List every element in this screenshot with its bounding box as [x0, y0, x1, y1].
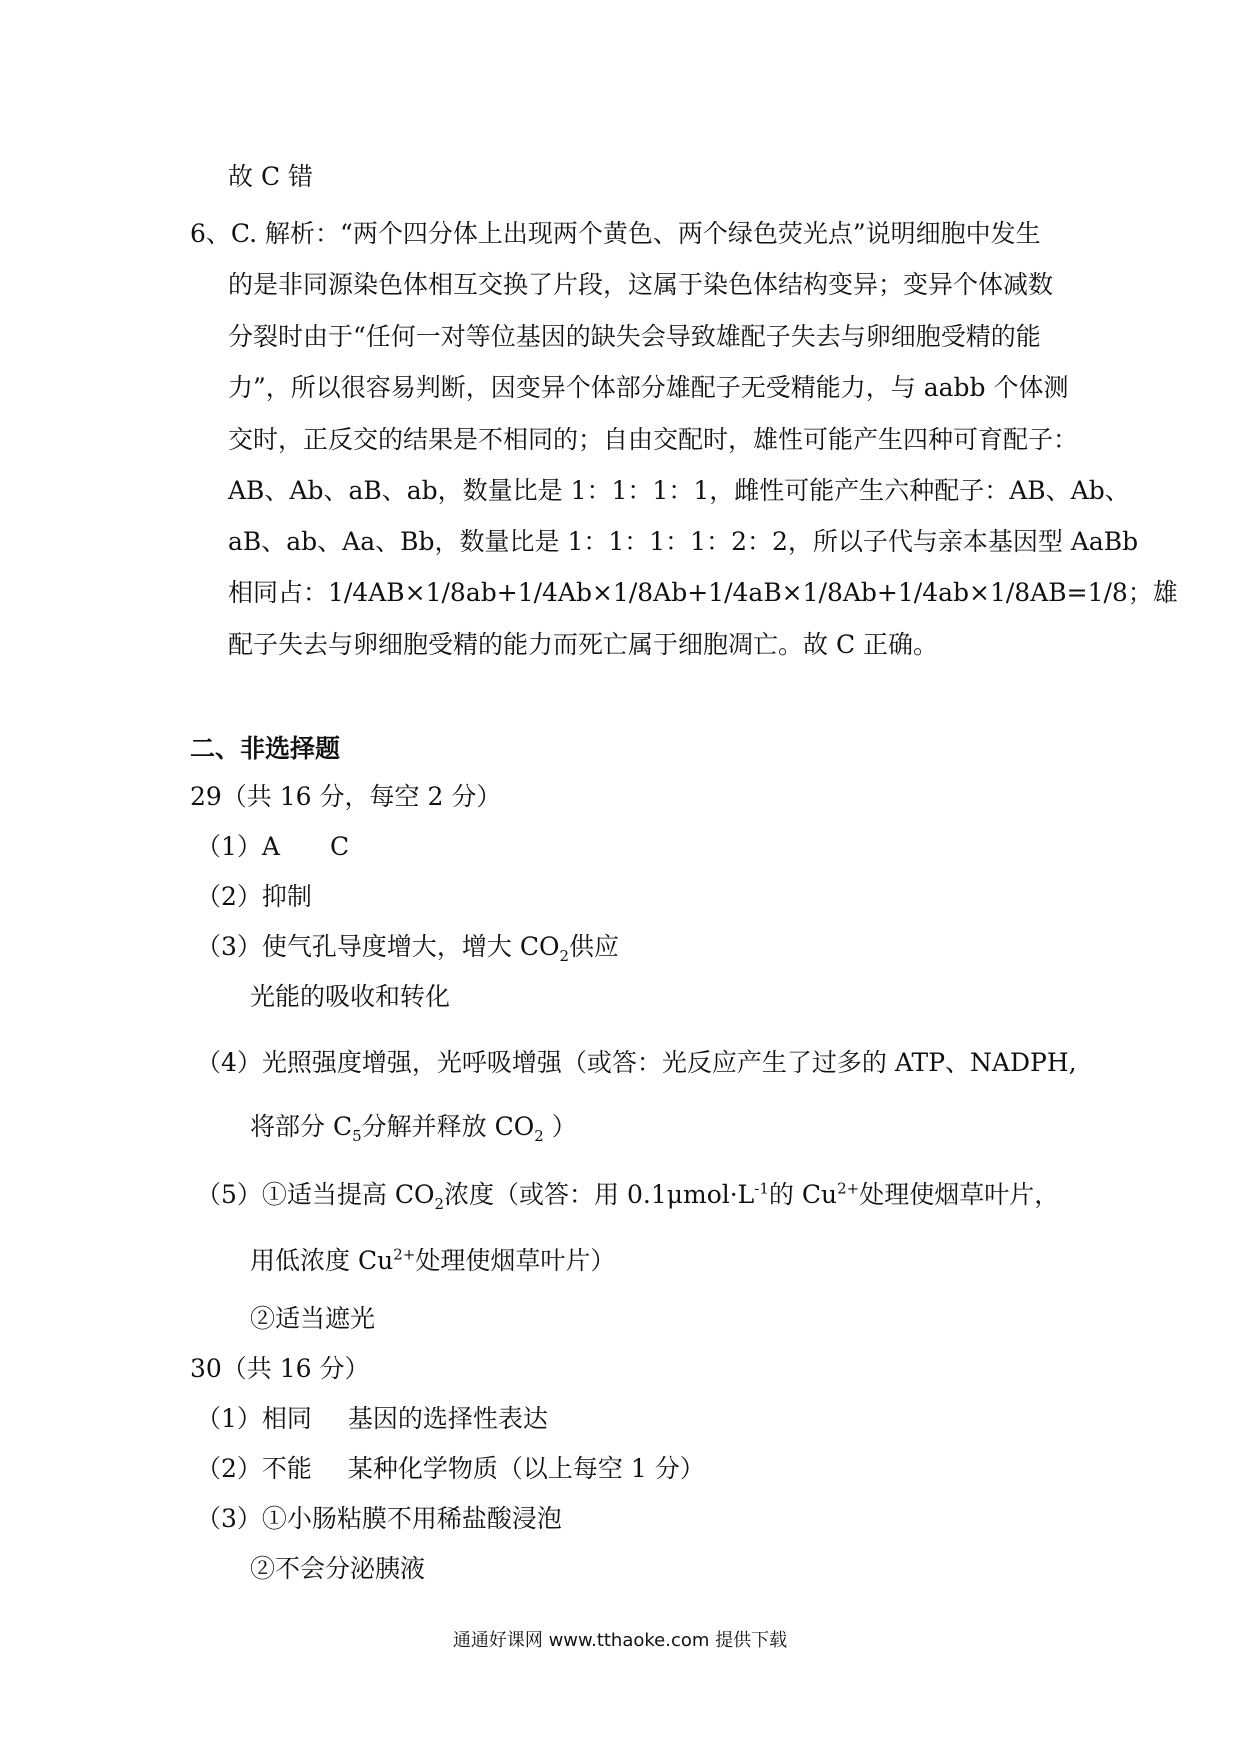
subscript: 2 [434, 1195, 445, 1213]
q30-answer-3-line2: ②不会分泌胰液 [250, 1554, 426, 1583]
answer-label: （1） [196, 832, 262, 861]
q29-answer-5-line3: ②适当遮光 [250, 1304, 376, 1333]
answer-text: 处理使烟草叶片） [415, 1246, 616, 1275]
answer-part: A [261, 832, 280, 861]
q6-line: 交时，正反交的结果是不相同的；自由交配时，雄性可能产生四种可育配子： [228, 425, 1079, 454]
superscript: -1 [754, 1179, 769, 1198]
q29-header: 29（共 16 分，每空 2 分） [190, 782, 502, 811]
superscript: 2+ [393, 1245, 416, 1264]
q29-answer-2: （2）抑制 [196, 882, 312, 911]
q29-answer-3 [196, 932, 620, 965]
answer-part: 基因的选择性表达 [347, 1404, 548, 1433]
answer-text: （3）使气孔导度增大，增大 CO [196, 932, 560, 961]
section-title: 二、非选择题 [190, 734, 341, 763]
answer-part: （1）相同 [196, 1404, 312, 1433]
q6-line: AB、Ab、aB、ab，数量比是 1：1：1：1，雌性可能产生六种配子：AB、Ab、 [228, 476, 1130, 505]
answer-text: 的 Cu [768, 1180, 838, 1209]
footer-text: 通通好课网 www.tthaoke.com 提供下载 [452, 1630, 788, 1651]
continuation-text: 故 C 错 [228, 162, 314, 191]
q6-line: 的是非同源染色体相互交换了片段，这属于染色体结构变异；变异个体减数 [228, 270, 1054, 299]
answer-text: （5）①适当提高 CO [196, 1180, 435, 1209]
answer-text: 将部分 C [250, 1112, 353, 1141]
answer-text: ） [543, 1112, 577, 1141]
q6-line: 力”，所以很容易判断，因变异个体部分雄配子无受精能力，与 aabb 个体测 [228, 373, 1069, 402]
q30-answer-3: （3）①小肠粘膜不用稀盐酸浸泡 [196, 1504, 562, 1533]
answer-part: 某种化学物质（以上每空 1 分） [347, 1454, 705, 1483]
q6-line: 相同占：1/4AB×1/8ab+1/4Ab×1/8Ab+1/4aB×1/8Ab+1/4ab×1/8AB=1/8；雄 [228, 578, 1178, 607]
superscript: 2+ [837, 1179, 860, 1198]
q29-answer-4: （4）光照强度增强，光呼吸增强（或答：光反应产生了过多的 ATP、NADPH, [196, 1048, 1077, 1077]
q6-line: 配子失去与卵细胞受精的能力而死亡属于细胞凋亡。故 C 正确。 [228, 630, 939, 659]
answer-text: 浓度（或答：用 0.1μmol·L [444, 1180, 755, 1209]
answer-part: （2）不能 [196, 1454, 312, 1483]
q29-answer-5 [196, 1179, 1060, 1213]
answer-text: 用低浓度 Cu [250, 1246, 394, 1275]
answer-text: 处理使烟草叶片， [859, 1180, 1060, 1209]
q29-answer-1 [196, 832, 349, 862]
answer-text: 分解并释放 CO [361, 1112, 535, 1141]
q29-answer-5-line2 [250, 1246, 615, 1276]
q30-answer-2 [196, 1454, 705, 1484]
q29-answer-4-line2 [250, 1112, 577, 1145]
answer-part: C [329, 832, 350, 861]
q6-line: 6、C. 解析：“两个四分体上出现两个黄色、两个绿色荧光点”说明细胞中发生 [190, 219, 1041, 248]
q6-line: 分裂时由于“任何一对等位基因的缺失会导致雄配子失去与卵细胞受精的能 [228, 322, 1041, 351]
q30-header: 30（共 16 分） [190, 1354, 370, 1383]
q29-answer-3-line2: 光能的吸收和转化 [250, 982, 451, 1011]
subscript: 2 [534, 1127, 544, 1145]
subscript: 2 [559, 947, 570, 965]
subscript: 5 [352, 1127, 362, 1145]
answer-text: 供应 [569, 932, 620, 961]
q6-line: aB、ab、Aa、Bb，数量比是 1：1：1：1：2：2，所以子代与亲本基因型 AaBb [228, 527, 1139, 556]
q30-answer-1 [196, 1404, 548, 1434]
